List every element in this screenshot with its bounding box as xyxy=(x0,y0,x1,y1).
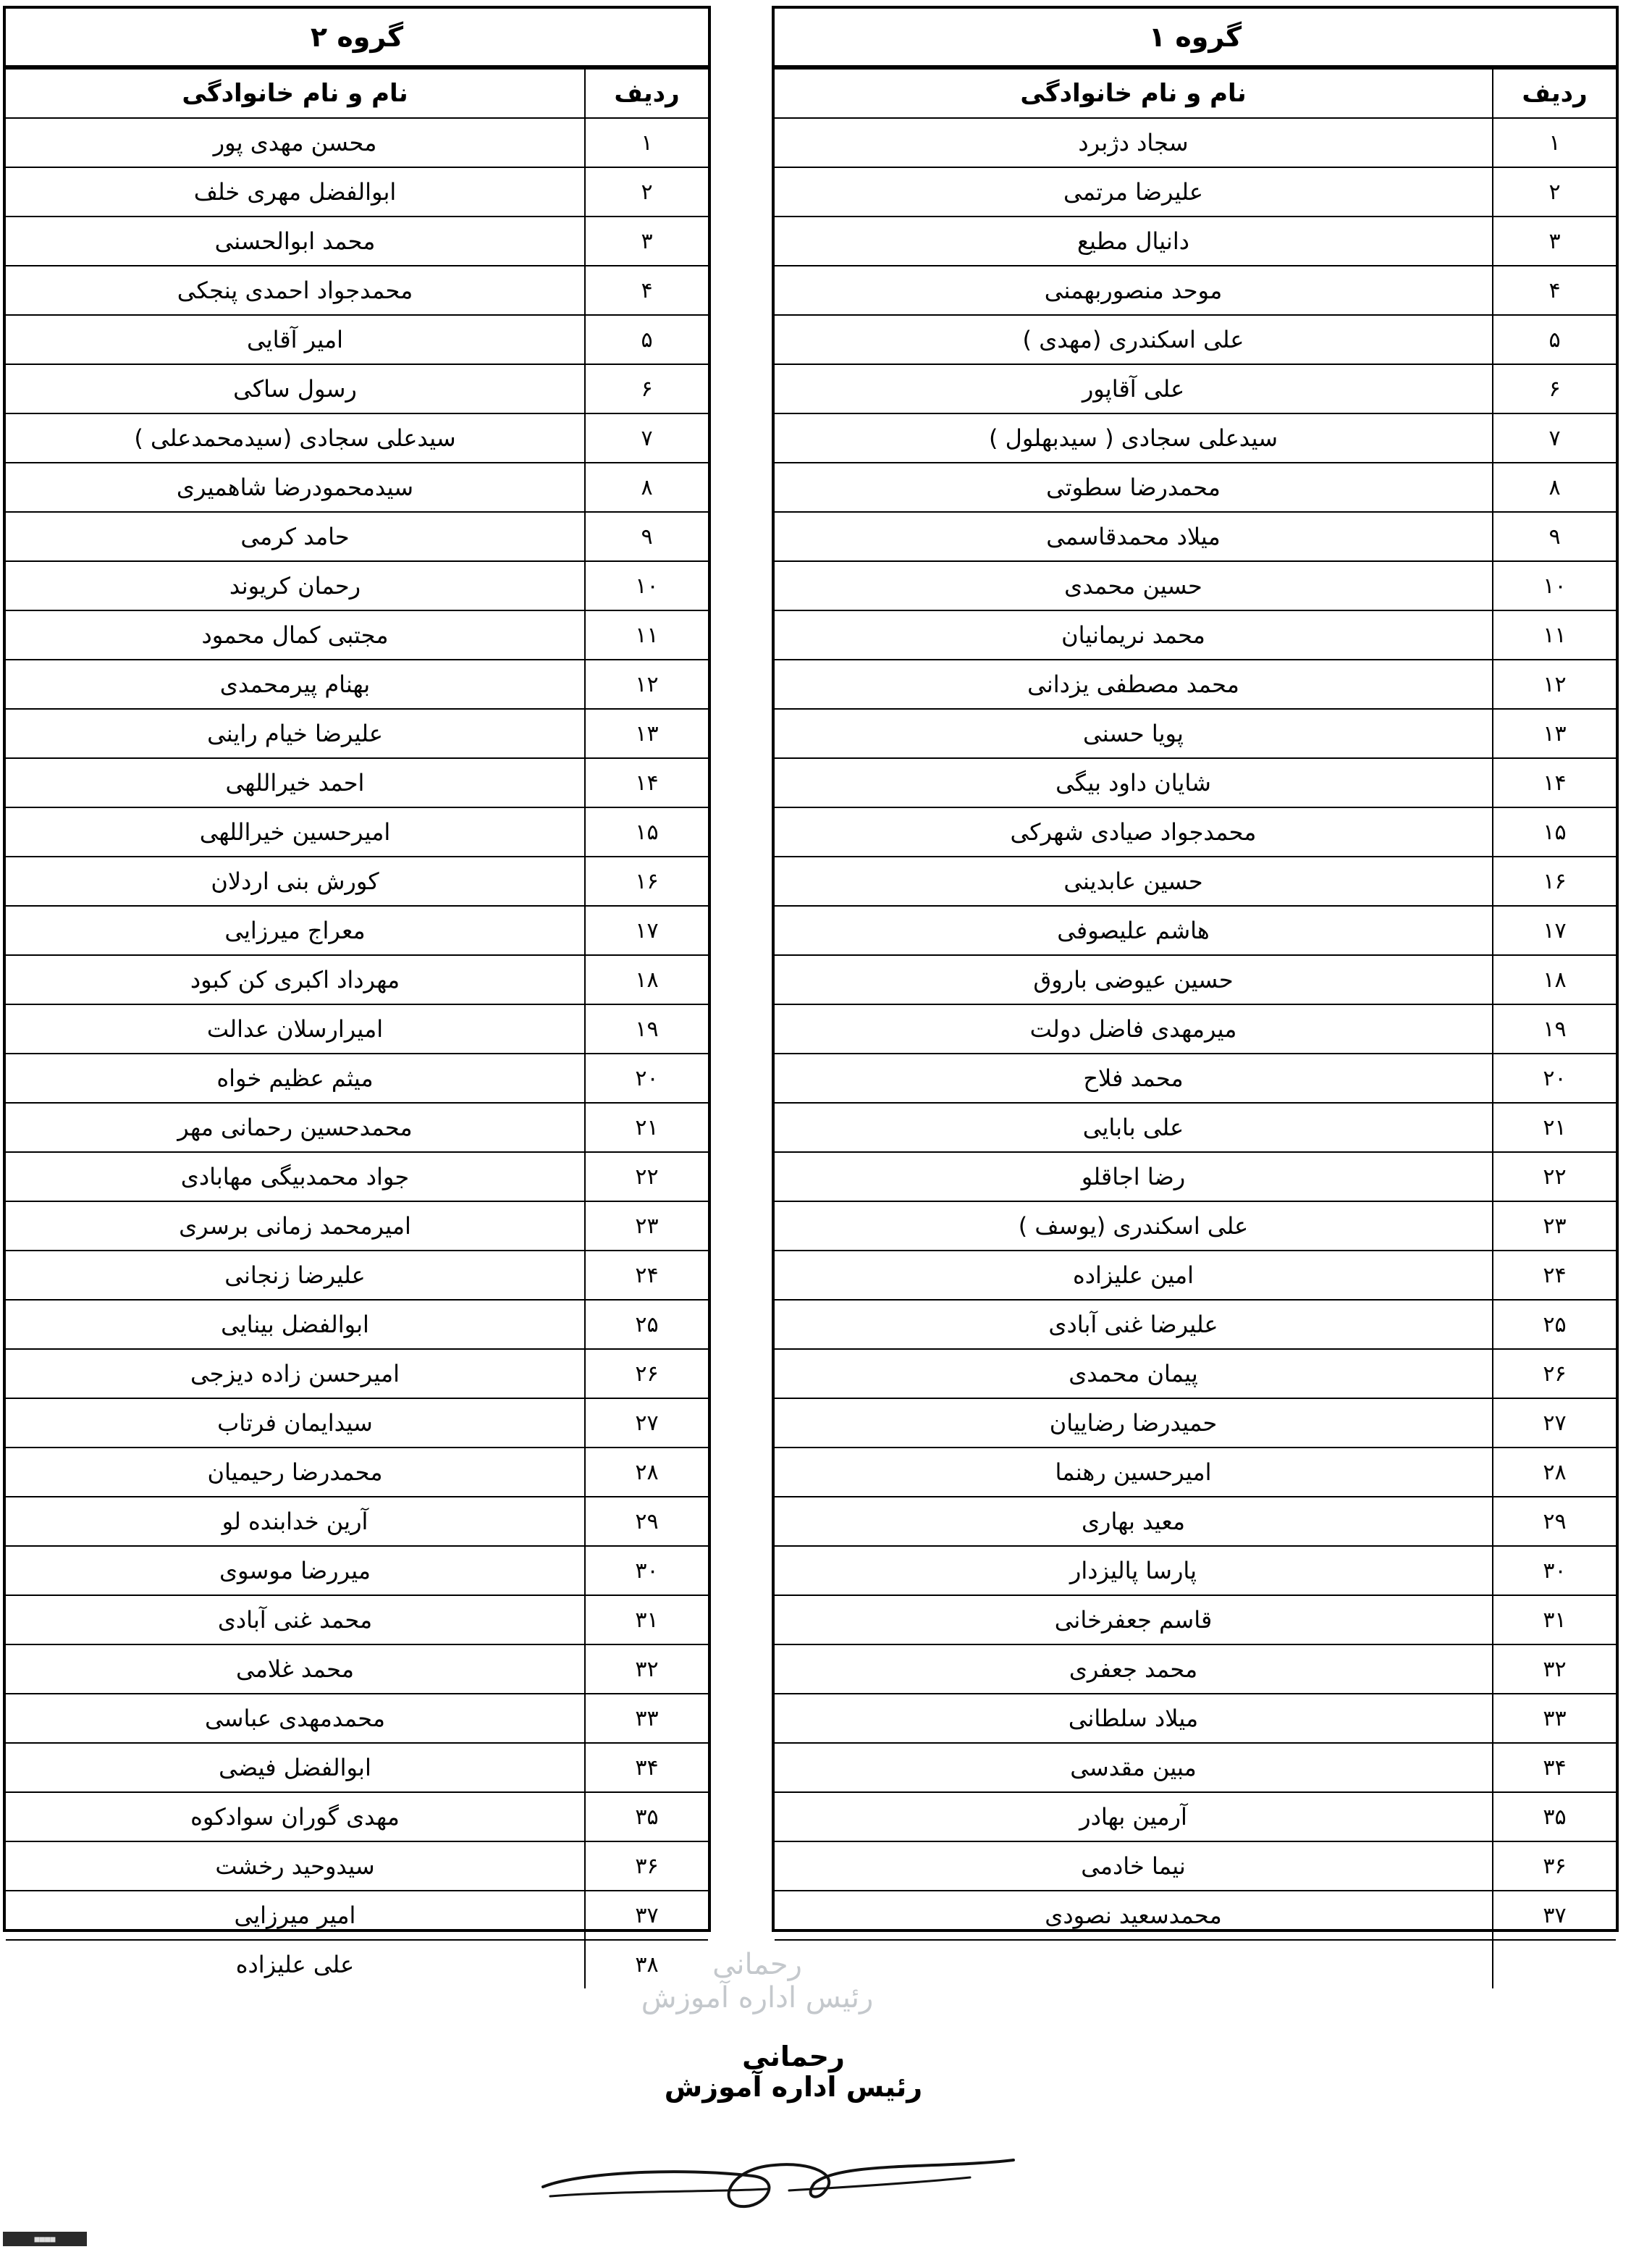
student-name: امیرحسین خیراللهی xyxy=(6,807,585,857)
row-index: ۳۶ xyxy=(1493,1841,1616,1891)
student-name: میررضا موسوی xyxy=(6,1546,585,1595)
row-index: ۸ xyxy=(585,463,708,512)
student-name: نیما خادمی xyxy=(775,1841,1493,1891)
row-index: ۱۱ xyxy=(585,610,708,660)
student-name: علی بابایی xyxy=(775,1103,1493,1152)
row-index: ۱۱ xyxy=(1493,610,1616,660)
table-row xyxy=(6,1300,708,1349)
row-index: ۱ xyxy=(1493,118,1616,167)
row-index: ۳ xyxy=(585,217,708,266)
row-index: ۲۹ xyxy=(1493,1497,1616,1546)
row-index: ۳۴ xyxy=(1493,1743,1616,1792)
table-row xyxy=(6,1004,708,1054)
col-index-header: ردیف xyxy=(585,69,708,118)
table-row xyxy=(6,1251,708,1300)
table-row xyxy=(6,1546,708,1595)
table-row xyxy=(775,1792,1616,1841)
student-name: امیرمحمد زمانی برسری xyxy=(6,1201,585,1251)
table-row xyxy=(6,709,708,758)
student-name: حامد کرمی xyxy=(6,512,585,561)
row-index: ۹ xyxy=(1493,512,1616,561)
row-index: ۱۰ xyxy=(1493,561,1616,610)
student-name: محسن مهدی پور xyxy=(6,118,585,167)
student-name: محمدرضا رحیمیان xyxy=(6,1448,585,1497)
student-name: مجتبی کمال محمود xyxy=(6,610,585,660)
row-index: ۱۷ xyxy=(585,906,708,955)
table-row xyxy=(775,512,1616,561)
student-name: معراج میرزایی xyxy=(6,906,585,955)
row-index: ۱۳ xyxy=(585,709,708,758)
row-index: ۲۸ xyxy=(585,1448,708,1497)
row-index: ۸ xyxy=(1493,463,1616,512)
row-index: ۱۵ xyxy=(1493,807,1616,857)
table-row xyxy=(775,955,1616,1004)
student-name: سیدعلی سجادی ( سیدبهلول ) xyxy=(775,413,1493,463)
student-name: امیرحسین رهنما xyxy=(775,1448,1493,1497)
student-name: موحد منصوربهمنی xyxy=(775,266,1493,315)
table-row xyxy=(6,266,708,315)
row-index: ۱۴ xyxy=(1493,758,1616,807)
table-row xyxy=(775,1004,1616,1054)
student-name: محمدرضا سطوتی xyxy=(775,463,1493,512)
student-name: علی اسکندری (مهدی ) xyxy=(775,315,1493,364)
group-2-title: گروه ۲ xyxy=(6,9,708,68)
table-row xyxy=(775,1448,1616,1497)
student-name: محمد غنی آبادی xyxy=(6,1595,585,1644)
row-index: ۱۴ xyxy=(585,758,708,807)
row-index: ۳۵ xyxy=(1493,1792,1616,1841)
table-row xyxy=(775,1644,1616,1694)
row-index: ۲۹ xyxy=(585,1497,708,1546)
student-name: علی آقاپور xyxy=(775,364,1493,413)
group-1-roster xyxy=(775,68,1616,1988)
row-index: ۴ xyxy=(585,266,708,315)
table-row xyxy=(775,610,1616,660)
table-row xyxy=(6,1103,708,1152)
row-index: ۳۸ xyxy=(585,1940,708,1988)
student-name: سیدعلی سجادی (سیدمحمدعلی ) xyxy=(6,413,585,463)
row-index: ۲۷ xyxy=(1493,1398,1616,1448)
student-name: محمدسعید نصودی xyxy=(775,1891,1493,1940)
row-index: ۲۸ xyxy=(1493,1448,1616,1497)
row-index: ۲۳ xyxy=(1493,1201,1616,1251)
student-name: محمدجواد صیادی شهرکی xyxy=(775,807,1493,857)
table-row xyxy=(775,1152,1616,1201)
row-index: ۴ xyxy=(1493,266,1616,315)
table-row xyxy=(6,758,708,807)
student-name: بهنام پیرمحمدی xyxy=(6,660,585,709)
row-index: ۶ xyxy=(585,364,708,413)
row-index: ۲۰ xyxy=(585,1054,708,1103)
group-2-roster xyxy=(6,68,708,1988)
student-name: محمد ابوالحسنی xyxy=(6,217,585,266)
row-index: ۷ xyxy=(1493,413,1616,463)
row-index: ۵ xyxy=(585,315,708,364)
col-name-header: نام و نام خانوادگی xyxy=(775,69,1493,118)
table-row xyxy=(6,1398,708,1448)
row-index: ۳۰ xyxy=(585,1546,708,1595)
row-index: ۱۰ xyxy=(585,561,708,610)
table-row xyxy=(775,660,1616,709)
row-index: ۳۳ xyxy=(585,1694,708,1743)
student-name: امین علیزاده xyxy=(775,1251,1493,1300)
student-name: محمدجواد احمدی پنجکی xyxy=(6,266,585,315)
table-row xyxy=(6,463,708,512)
row-index: ۵ xyxy=(1493,315,1616,364)
student-name: حمیدرضا رضاییان xyxy=(775,1398,1493,1448)
student-name: شایان داود بیگی xyxy=(775,758,1493,807)
student-name: علیرضا خیام راینی xyxy=(6,709,585,758)
col-index-header: ردیف xyxy=(1493,69,1616,118)
row-index: ۲۶ xyxy=(585,1349,708,1398)
row-index: ۳۵ xyxy=(585,1792,708,1841)
row-index: ۲ xyxy=(1493,167,1616,217)
table-row xyxy=(6,807,708,857)
student-name: مبین مقدسی xyxy=(775,1743,1493,1792)
signature-name: رحمانی xyxy=(742,2041,845,2072)
row-index: ۱۵ xyxy=(585,807,708,857)
row-index: ۱۶ xyxy=(585,857,708,906)
table-row xyxy=(6,1152,708,1201)
row-index: ۲۶ xyxy=(1493,1349,1616,1398)
student-name: میلاد محمدقاسمی xyxy=(775,512,1493,561)
student-name: محمد جعفری xyxy=(775,1644,1493,1694)
table-row xyxy=(6,906,708,955)
table-row xyxy=(6,857,708,906)
student-name: علیرضا مرتمی xyxy=(775,167,1493,217)
student-name: علیرضا زنجانی xyxy=(6,1251,585,1300)
table-row xyxy=(6,1349,708,1398)
table-row xyxy=(6,660,708,709)
table-row xyxy=(775,1251,1616,1300)
row-index: ۲ xyxy=(585,167,708,217)
table-row xyxy=(775,315,1616,364)
student-name: پارسا پالیزدار xyxy=(775,1546,1493,1595)
row-index: ۱۷ xyxy=(1493,906,1616,955)
table-row xyxy=(775,807,1616,857)
table-row xyxy=(6,118,708,167)
table-row xyxy=(775,1103,1616,1152)
student-name: امیرحسن زاده دیزجی xyxy=(6,1349,585,1398)
student-name: ابوالفضل بینایی xyxy=(6,1300,585,1349)
row-index: ۲۴ xyxy=(1493,1251,1616,1300)
student-name: محمدمهدی عباسی xyxy=(6,1694,585,1743)
student-name: امیر میرزایی xyxy=(6,1891,585,1940)
table-row xyxy=(775,118,1616,167)
group-1-header-row xyxy=(775,69,1616,118)
table-row xyxy=(6,364,708,413)
row-index: ۳۴ xyxy=(585,1743,708,1792)
table-row xyxy=(775,1497,1616,1546)
signature-role: رئیس اداره آموزش xyxy=(664,2070,923,2103)
row-index: ۱۹ xyxy=(585,1004,708,1054)
student-name: رضا اجاقلو xyxy=(775,1152,1493,1201)
table-row xyxy=(6,217,708,266)
table-row xyxy=(6,315,708,364)
student-name: کورش بنی اردلان xyxy=(6,857,585,906)
table-row xyxy=(6,512,708,561)
student-name: آرمین بهادر xyxy=(775,1792,1493,1841)
table-row xyxy=(775,857,1616,906)
table-row xyxy=(775,1743,1616,1792)
student-name: میرمهدی فاضل دولت xyxy=(775,1004,1493,1054)
row-index: ۲۴ xyxy=(585,1251,708,1300)
table-row xyxy=(6,1694,708,1743)
table-row xyxy=(775,1201,1616,1251)
faint-signature-block xyxy=(0,1948,1652,2014)
row-index: ۳۲ xyxy=(585,1644,708,1694)
student-name: ابوالفضل مهری خلف xyxy=(6,167,585,217)
row-index: ۲۵ xyxy=(585,1300,708,1349)
student-name: میلاد سلطانی xyxy=(775,1694,1493,1743)
table-row xyxy=(6,413,708,463)
group-1-title: گروه ۱ xyxy=(775,9,1616,68)
table-row xyxy=(6,610,708,660)
student-name: سیدوحید رخشت xyxy=(6,1841,585,1891)
table-row xyxy=(6,1644,708,1694)
row-index: ۶ xyxy=(1493,364,1616,413)
student-name: حسین محمدی xyxy=(775,561,1493,610)
table-row xyxy=(775,266,1616,315)
table-row xyxy=(775,413,1616,463)
group-1-table xyxy=(772,6,1619,1932)
table-row xyxy=(6,1891,708,1940)
row-index: ۳۳ xyxy=(1493,1694,1616,1743)
table-row xyxy=(6,1841,708,1891)
row-index: ۳۱ xyxy=(585,1595,708,1644)
col-name-header: نام و نام خانوادگی xyxy=(6,69,585,118)
group-2-table xyxy=(3,6,711,1978)
row-index: ۲۵ xyxy=(1493,1300,1616,1349)
row-index: ۲۰ xyxy=(1493,1054,1616,1103)
table-row xyxy=(775,1349,1616,1398)
row-index: ۳۷ xyxy=(1493,1891,1616,1940)
student-name: سیدایمان فرتاب xyxy=(6,1398,585,1448)
table-row xyxy=(775,709,1616,758)
group-2-header-row xyxy=(6,69,708,118)
table-row xyxy=(775,1054,1616,1103)
handwritten-signature-icon xyxy=(536,2140,1028,2219)
row-index: ۱۲ xyxy=(585,660,708,709)
faint-signature-name: رحمانی xyxy=(712,1948,802,1981)
watermark-logo: ■■■■ xyxy=(3,2232,87,2246)
table-row xyxy=(6,1201,708,1251)
row-index: ۷ xyxy=(585,413,708,463)
row-index: ۹ xyxy=(585,512,708,561)
table-row xyxy=(775,1841,1616,1891)
row-index: ۲۱ xyxy=(585,1103,708,1152)
row-index: ۱ xyxy=(585,118,708,167)
student-name: آرین خدابنده لو xyxy=(6,1497,585,1546)
student-name: دانیال مطیع xyxy=(775,217,1493,266)
student-name: امیرارسلان عدالت xyxy=(6,1004,585,1054)
student-name: علی اسکندری (یوسف ) xyxy=(775,1201,1493,1251)
table-row xyxy=(775,1300,1616,1349)
student-name: هاشم علیصوفی xyxy=(775,906,1493,955)
table-row xyxy=(775,1546,1616,1595)
student-name: حسین عابدینی xyxy=(775,857,1493,906)
table-row xyxy=(6,955,708,1004)
student-name: پیمان محمدی xyxy=(775,1349,1493,1398)
row-index: ۱۲ xyxy=(1493,660,1616,709)
row-index: ۳۷ xyxy=(585,1891,708,1940)
student-name: احمد خیراللهی xyxy=(6,758,585,807)
student-name: میثم عظیم خواه xyxy=(6,1054,585,1103)
student-name: محمد فلاح xyxy=(775,1054,1493,1103)
table-row xyxy=(775,1694,1616,1743)
table-row xyxy=(775,1398,1616,1448)
table-row xyxy=(6,1743,708,1792)
table-row xyxy=(775,758,1616,807)
row-index: ۳۰ xyxy=(1493,1546,1616,1595)
table-row xyxy=(775,463,1616,512)
row-index: ۳ xyxy=(1493,217,1616,266)
table-row xyxy=(6,1792,708,1841)
table-row xyxy=(775,1891,1616,1940)
table-row xyxy=(775,1595,1616,1644)
row-index: ۳۲ xyxy=(1493,1644,1616,1694)
table-row xyxy=(6,1448,708,1497)
student-name: حسین عیوضی باروق xyxy=(775,955,1493,1004)
student-name: پویا حسنی xyxy=(775,709,1493,758)
faint-signature-role: رئیس اداره آموزش xyxy=(641,1981,874,2014)
row-index: ۲۷ xyxy=(585,1398,708,1448)
student-name: علیرضا غنی آبادی xyxy=(775,1300,1493,1349)
row-index: ۱۶ xyxy=(1493,857,1616,906)
table-row xyxy=(6,1497,708,1546)
student-name: محمدحسین رحمانی مهر xyxy=(6,1103,585,1152)
student-name: ابوالفضل فیضی xyxy=(6,1743,585,1792)
row-index: ۱۹ xyxy=(1493,1004,1616,1054)
table-row xyxy=(6,1054,708,1103)
table-row xyxy=(6,561,708,610)
student-name: معید بهاری xyxy=(775,1497,1493,1546)
student-name: امیر آقایی xyxy=(6,315,585,364)
row-index: ۱۳ xyxy=(1493,709,1616,758)
table-row xyxy=(775,906,1616,955)
row-index: ۲۱ xyxy=(1493,1103,1616,1152)
table-row xyxy=(6,167,708,217)
row-index: ۳۶ xyxy=(585,1841,708,1891)
student-name: علی علیزاده xyxy=(6,1940,585,1988)
row-index: ۲۲ xyxy=(585,1152,708,1201)
student-name: رسول ساکی xyxy=(6,364,585,413)
table-row xyxy=(775,167,1616,217)
student-name: رحمان کریوند xyxy=(6,561,585,610)
student-name: محمد مصطفی یزدانی xyxy=(775,660,1493,709)
row-index: ۳۱ xyxy=(1493,1595,1616,1644)
row-index: ۲۲ xyxy=(1493,1152,1616,1201)
student-name: مهرداد اکبری کن کبود xyxy=(6,955,585,1004)
table-row xyxy=(775,217,1616,266)
row-index: ۲۳ xyxy=(585,1201,708,1251)
student-name: سجاد دژبرد xyxy=(775,118,1493,167)
student-name: جواد محمدبیگی مهابادی xyxy=(6,1152,585,1201)
student-name: محمد نریمانیان xyxy=(775,610,1493,660)
table-row xyxy=(775,364,1616,413)
signature-block xyxy=(0,2042,1652,2103)
student-name: قاسم جعفرخانی xyxy=(775,1595,1493,1644)
row-index: ۱۸ xyxy=(585,955,708,1004)
table-row xyxy=(6,1595,708,1644)
student-name: محمد غلامی xyxy=(6,1644,585,1694)
row-index: ۱۸ xyxy=(1493,955,1616,1004)
student-name: مهدی گوران سوادکوه xyxy=(6,1792,585,1841)
table-row xyxy=(775,561,1616,610)
student-name: سیدمحمودرضا شاهمیری xyxy=(6,463,585,512)
